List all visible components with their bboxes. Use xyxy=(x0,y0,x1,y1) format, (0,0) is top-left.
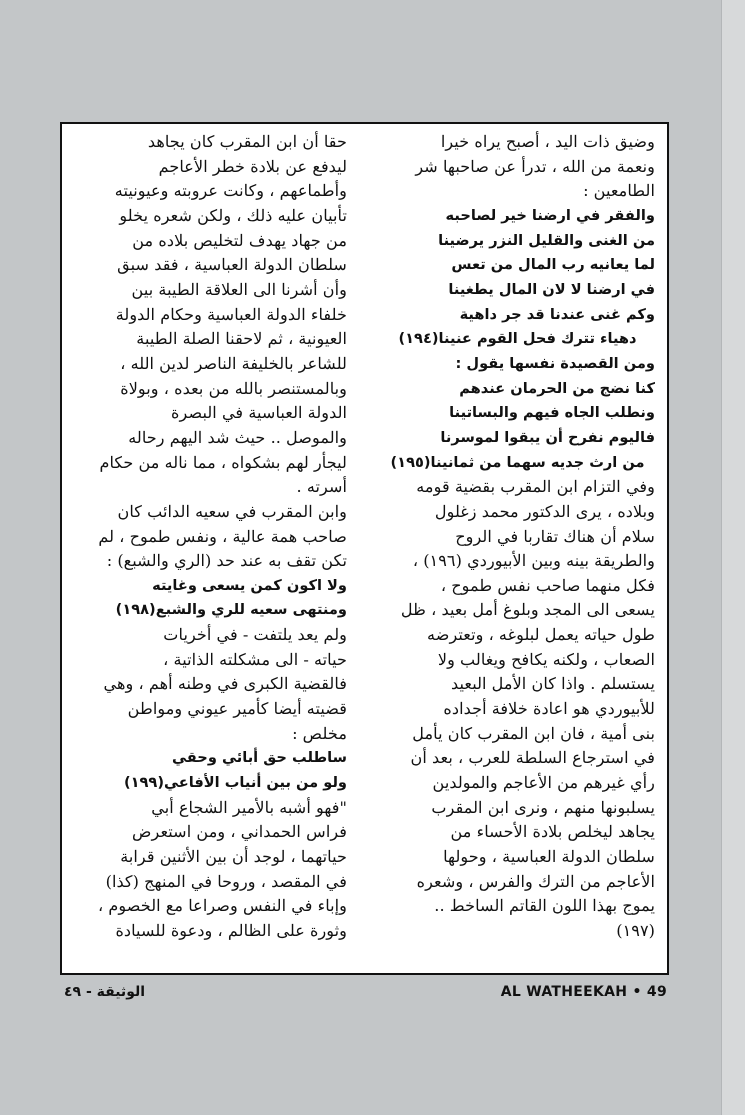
text-line: فكل منهما صاحب نفس طموح ، xyxy=(440,575,655,595)
text-line: مخلص : xyxy=(292,723,347,743)
text-line: العيونية ، ثم لاحقنا الصلة الطيبة xyxy=(136,329,347,349)
text-line: في المقصد ، وروحا في المنهج (كذا) xyxy=(105,871,347,891)
text-line: سلام أن هناك تقاربا في الروح xyxy=(455,526,655,546)
text-line: خلفاء الدولة العباسية وحكام الدولة xyxy=(115,304,347,324)
text-line: وضيق ذات اليد ، أصبح يراه خيرا xyxy=(440,132,655,151)
text-line: للشاعر بالخليفة الناصر لدين الله ، xyxy=(120,353,347,373)
verse-line: ساطلب حق أبائي وحقي xyxy=(172,749,347,767)
verse-line: ونطلب الجاه فيهم والبساتينا xyxy=(449,404,655,422)
text-line: حياتهما ، لوجد أن بين الأثنين قرابة xyxy=(120,847,347,867)
text-line: وابن المقرب في سعيه الدائب كان xyxy=(117,501,347,521)
verse-line: فاليوم نفرح أن يبقوا لموسرنا xyxy=(440,428,655,446)
text-line: رأي غيرهم من الأعاجم والمولدين xyxy=(432,773,655,793)
text-line: الصعاب ، ولكنه يكافح ويغالب ولا xyxy=(437,649,655,669)
text-line: يجاهد ليخلص بلادة الأحساء من xyxy=(450,822,655,842)
text-line: ومن القصيدة نفسها يقول : xyxy=(455,354,655,372)
footer-page-number-arabic: الوثيقة - ٤٩ xyxy=(64,984,146,1000)
text-line: وبلاده ، يرى الدكتور محمد زغلول xyxy=(434,501,655,521)
text-line: الدولة العباسية في البصرة xyxy=(171,403,347,423)
text-line: وبالمستنصر بالله من بعده ، وبولاة xyxy=(120,378,347,398)
right-column xyxy=(380,130,655,967)
text-line: الأعاجم من الترك والفرس ، وشعره xyxy=(416,871,655,891)
text-line: يستسلم . واذا كان الأمل البعيد xyxy=(451,674,655,694)
verse-line: دهياء تترك فحل القوم عنينا(١٩٤) xyxy=(398,330,637,348)
text-line: والموصل .. حيث شد اليهم رحاله xyxy=(128,427,347,447)
text-line: تكن تقف به عند حد (الري والشبع) : xyxy=(106,551,347,571)
article-frame xyxy=(60,122,669,975)
text-line: حياته - الى مشكلته الذاتية ، xyxy=(163,649,347,669)
text-line: فراس الحمداني ، ومن استعرض xyxy=(131,822,347,842)
page-edge xyxy=(722,0,745,1115)
text-line: سلطان الدولة العباسية ، وحولها xyxy=(443,847,655,867)
verse-line: لما يعانيه رب المال من تعس xyxy=(451,256,655,274)
verse-line: في ارضنا لا لان المال يطغينا xyxy=(448,280,655,298)
text-line: "فهو أشبه بالأمير الشجاع أبي xyxy=(151,797,347,817)
text-line: ليجأر لهم بشكواه ، مما ناله من حكام xyxy=(99,452,347,472)
text-line: سلطان الدولة العباسية ، فقد سبق xyxy=(117,255,347,275)
text-line: قضيته أيضا كأمير عيوني ومواطن xyxy=(127,699,347,719)
text-line: صاحب همة عالية ، ونفس طموح ، لم xyxy=(98,526,347,546)
verse-line: ومنتهى سعيه للري والشبع(١٩٨) xyxy=(115,601,347,619)
left-column xyxy=(72,130,347,967)
text-line: وإباء في النفس وصراعا مع الخصوم ، xyxy=(97,896,347,916)
text-line: وثورة على الظالم ، ودعوة للسيادة xyxy=(115,921,347,940)
text-line: من جهاد يهدف لتخليص بلاده من xyxy=(132,230,347,250)
verse-line: من الغنى والقليل النزر يرضينا xyxy=(438,231,655,249)
text-line: فالقضية الكبرى في وطنه أهم ، وهي xyxy=(103,674,347,694)
text-line: وفي التزام ابن المقرب بقضية قومه xyxy=(416,477,655,497)
verse-line: ولا اكون كمن يسعى وغايته xyxy=(152,576,347,594)
text-line: تأبيان عليه ذلك ، ولكن شعره يخلو xyxy=(119,205,347,225)
text-line: الطامعين : xyxy=(583,181,655,201)
text-line: يسلبونها منهم ، ونرى ابن المقرب xyxy=(431,797,655,817)
text-line: ونعمة من الله ، تدرأ عن صاحبها شر xyxy=(415,156,655,176)
text-line: وأن أشرنا الى العلاقة الطيبة بين xyxy=(131,279,347,299)
text-line: ولم يعد يلتفت - في أخريات xyxy=(163,625,347,645)
text-line: بنى أمية ، فان ابن المقرب كان يأمل xyxy=(412,723,655,743)
verse-line: من ارث جديه سهما من ثمانينا(١٩٥) xyxy=(390,453,645,471)
verse-line: وكم غنى عندنا قد جر داهية xyxy=(459,305,655,323)
footnote-ref: (١٩٧) xyxy=(616,921,655,940)
text-line: للأبيوردي هو اعادة خلافة أجداده xyxy=(443,699,655,719)
verse-line: كنا نضج من الحرمان عندهم xyxy=(459,379,655,397)
text-line: حقا أن ابن المقرب كان يجاهد xyxy=(147,132,347,151)
text-line: يموج بهذا اللون القاتم الساخط .. xyxy=(434,896,655,916)
verse-line: والفقر في ارضنا خير لصاحبه xyxy=(445,206,655,224)
text-line: يسعى الى المجد وبلوغ أمل بعيد ، ظل xyxy=(400,600,655,620)
verse-line: ولو من بين أنياب الأفاعي(١٩٩) xyxy=(123,774,347,792)
text-line: طول حياته يعمل لبلوغه ، وتعترضه xyxy=(427,625,655,645)
text-line: أسرته . xyxy=(296,477,347,497)
footer-page-number-latin: AL WATHEEKAH • 49 xyxy=(500,984,667,1000)
text-line: وأطماعهم ، وكانت عروبته وعيونيته xyxy=(114,181,347,201)
text-line: ليدفع عن بلادة خطر الأعاجم xyxy=(158,156,347,176)
text-line: والطريقة بينه وبين الأبيوردي (١٩٦) ، xyxy=(412,551,655,571)
text-line: في استرجاع السلطة للعرب ، بعد أن xyxy=(410,748,655,768)
